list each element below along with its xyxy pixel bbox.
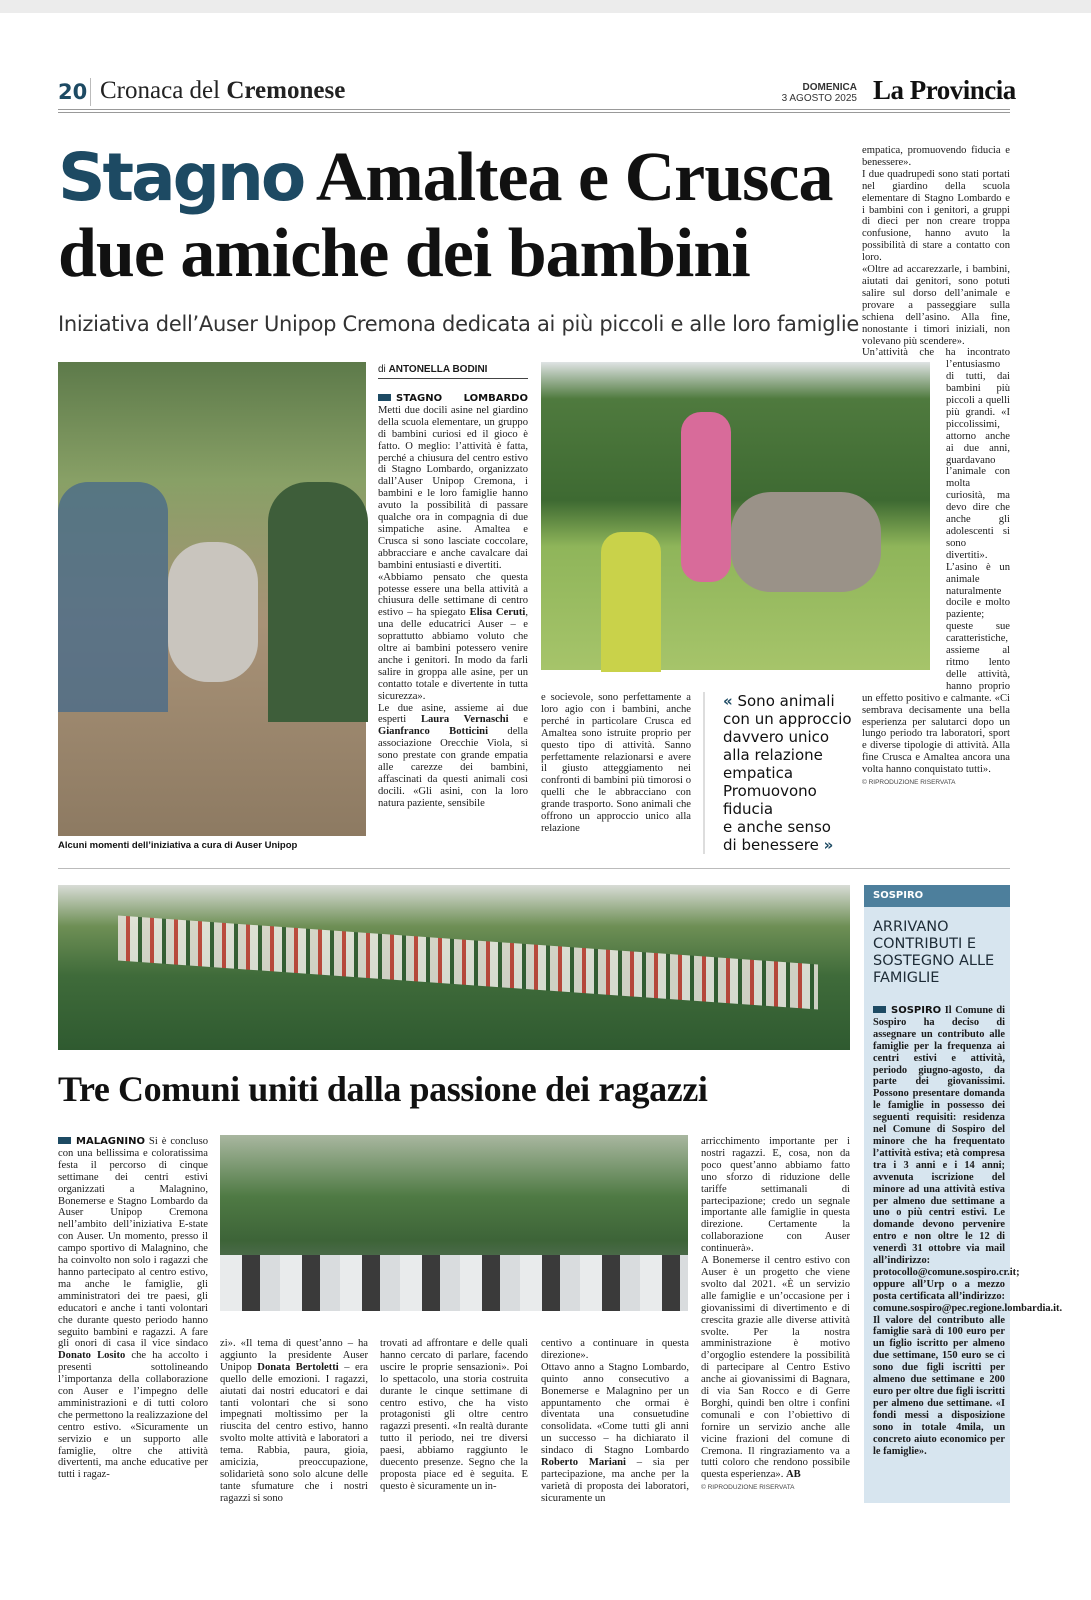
article-column-1	[378, 364, 528, 859]
dateline: SOSPIRO	[873, 1005, 941, 1016]
paragraph	[378, 703, 528, 810]
headline-2: Tre Comuni uniti dalla passione dei ragazzi	[58, 1069, 708, 1109]
paragraph	[862, 264, 1010, 347]
paragraph	[58, 1136, 208, 1481]
section-title-light: Cronaca del	[100, 77, 227, 104]
photo-children-on-field	[58, 885, 850, 1050]
name-highlight: Elisa Ceruti	[469, 607, 526, 619]
article-column-3	[862, 145, 1010, 857]
text: Un’attività che ha incontrato l’entusiasmo di tutti, dai bambini più piccoli a quelli più grandi. «I piccolissimi, attorno anche ai due anni, guardavano l’animale con molta curiosità, ma devo dire che anche gli adolescenti si sono divertiti».	[862, 347, 1010, 561]
article-text	[58, 1136, 208, 1481]
text: «Oltre ad accarezzarle, i bambini, aiutati dai genitori, sono potuti salire sul dorso dell’animale e provare a passeggiare sulla schiena dell’asino. Alla fine, nonostante i timori iniziali, non volevano più scendere».	[862, 264, 1010, 347]
text: Le due asine, assieme ai due esperti	[378, 702, 528, 726]
paragraph	[541, 1338, 689, 1362]
article-text	[380, 1338, 528, 1493]
name-highlight: Donata Bertoletti	[257, 1361, 339, 1373]
sidebar-text	[873, 1005, 1063, 1457]
text: trovati ad affrontare e delle quali hanno cercato di parlare, facendo uscire le proprie sensazioni». Poi lo spettacolo, una storia costruita durante le cinque settimane di centro estivo, che ha visto protagonisti gli oltre centro ragazzi presenti. «In realtà durante tutto il periodo, nei tre diversi paesi, abbiamo raggiunto le duecento presenze. Segno che la proposta piace ed è seguita. E questo è sicuramente un in-	[380, 1338, 528, 1492]
dateline: STAGNO LOMBARDO	[378, 393, 528, 404]
section-title	[100, 77, 345, 105]
text: «Abbiamo pensato che questa potesse essere una bella attività a chiusura delle settimane di centro estivo – ha spiegato	[378, 571, 528, 619]
text: Metti due docili asine nel giardino della scuola elementare, un gruppo di bambini curiosi ed il gioco è fatto. O meglio: l’attività è fatta, perché a chiusura del centro estivo di Stagno Lombardo, organizzato dall’Auser Unipop Cremona, i bambini e le loro famiglie hanno avuto la possibilità di passare qualche ora in compagnia di due simpatiche asine. Amaltea e Crusca si sono lasciate coccolare, abbracciare e anche cavalcare dai bambini entusiasti e divertiti.	[378, 404, 528, 571]
article2-column-5	[701, 1136, 850, 1508]
text: della associazione Orecchie Viola, si sono prestate con grande empatia alle carezze dei bambini, affascinati da questi animali così docili. «Gli asini, con la loro natura paziente, sensibile	[378, 726, 528, 809]
dateline: MALAGNINO	[58, 1136, 145, 1147]
text: e	[508, 714, 529, 726]
text: arricchimento importante per i nostri ragazzi. E, cosa, non da poco quest’anno abbiamo fatto uno sforzo di riduzione delle tariffe settimanali di partecipazione; credo un segnale importante alle famiglie in questa direzione. Certamente la collaborazione con Auser continuerà».	[701, 1136, 850, 1255]
name-highlight: Roberto Mariani	[541, 1457, 626, 1469]
paragraph	[862, 145, 1010, 169]
quote-line: fiducia	[723, 800, 774, 818]
quote-line: Sono animali	[737, 692, 835, 710]
text: e socievole, sono perfettamente a loro agio con i bambini, anche perché in particolare Crusca ed Amaltea sono istruite proprio per questo tipo di attività. Sanno perfettamente relazionarsi e avere il giusto atteggiamento nei confronti di bambini più timorosi o quelli che le abbracciano con grande trasporto. Sono animali che offrono un approccio unico alla relazione	[541, 692, 691, 834]
headline-line2: due amiche dei bambini	[58, 215, 750, 292]
quote-text	[723, 692, 852, 854]
quote-close-icon: »	[823, 836, 834, 854]
article-text	[220, 1338, 368, 1505]
article2-column-3	[380, 1338, 528, 1508]
quote-line: empatica	[723, 764, 794, 782]
copyright: © RIPRODUZIONE RISERVATA	[701, 1484, 795, 1492]
quote-line: e anche senso	[723, 818, 831, 836]
quote-line: davvero unico	[723, 728, 830, 746]
paragraph	[378, 572, 528, 703]
quote-line: di benessere	[723, 836, 819, 854]
photo-donkey-petting	[58, 362, 366, 836]
page-number: 20	[58, 80, 88, 104]
newspaper-logo: La Provincia	[873, 75, 1016, 105]
name-highlight: Laura Vernaschi	[420, 714, 509, 726]
paragraph	[541, 692, 691, 835]
headline	[58, 140, 858, 292]
text: Il Comune di Sospiro ha deciso di assegnare un contributo alle famiglie per la frequenza ai centri estivi e attività, periodo giugno-agosto, da parte dei giovanissimi. Possono presentare domanda le famiglie in possesso dei seguenti requisiti: residenza nel Comune di Sospiro del minore che ha frequentato l’attività estiva; età compresa tra i 3 anni e i 14 anni; avvenuta iscrizione del minore ad una attività estiva per almeno due settimane a uno o più centri estivi. Le domande devono pervenire entro e non oltre le 12 di venerdì 31 ottobre via mail all’indirizzo: protocollo@comune.sospiro.cr.it; oppure all’Urp o a mezzo posta certificata all’indirizzo: comune.sospiro@pec.regione.lombardia.it. Il valore del contributo alle famiglie sarà di 100 euro per un figlio iscritto per almeno due settimane, 150 euro se ci sono due figli iscritti per almeno due settimane e 200 euro per oltre due figli iscritti per almeno due settimane. «I fondi messi a disposizione sono in totale 4mila, un concreto aiuto economico per le famiglie».	[873, 1005, 1063, 1457]
sidebar-label: SOSPIRO	[864, 885, 1010, 907]
name-highlight: Donato Losito	[58, 1350, 126, 1362]
text: L’asino è un animale naturalmente docile e molto paziente; queste sue caratteristiche, assieme al ritmo lento delle attività, hanno proprio un effetto positivo e calmante. «Ci sembrava decisamente una bella esperienza per salutarci dopo un lungo periodo tra laboratori, sport e diverse tipologie di attività. Alla fine Crusca e Amaltea ancora una volta hanno conquistato tutti».	[862, 561, 1010, 776]
quote-line: con un approccio	[723, 710, 852, 728]
paragraph	[701, 1136, 850, 1255]
text: , una delle educatrici Auser – e soprattutto abbiamo voluto che oltre ai bambini potessero venire anche i genitori. In modo da farli salire in groppa alle asine, per un contatto totale e divertente in tutta sicurezza».	[378, 607, 528, 702]
quote-line: Promuovono	[723, 782, 817, 800]
text: Ottavo anno a Stagno Lombardo, quinto anno consecutivo a Bonemerse e Malagnino per un appuntamento che ormai è diventata una consuetudine consolidata. «Come tutti gli anni un successo – ha dichiarato il sindaco di Stagno Lombardo	[541, 1361, 689, 1457]
text: zi». «Il tema di quest’anno – ha aggiunto la presidente Auser Unipop	[220, 1338, 368, 1373]
sidebar-box	[864, 885, 1063, 1503]
headline-line1: Amaltea e Crusca	[303, 139, 833, 216]
text: – sia per partecipazione, ma anche per la varietà di proposta dei laboratori, sicuramente un	[541, 1457, 689, 1504]
article-divider	[58, 868, 1010, 869]
photo-show-audience	[220, 1135, 688, 1311]
text: empatica, promuovendo fiducia e benessere».	[862, 145, 1010, 168]
quote-line: alla relazione	[723, 746, 823, 764]
pull-quote	[703, 692, 853, 854]
article-text	[378, 393, 528, 810]
photo-caption: Alcuni momenti dell’iniziativa a cura di Auser Unipop	[58, 840, 298, 851]
page-top-margin	[0, 0, 1091, 13]
section-title-bold: Cremonese	[226, 77, 346, 104]
text: – era quello delle emozioni. I ragazzi, aiutati dai nostri educatori e dai tanti volontari che si sono impegnati moltissimo per la riuscita del centro estivo, hanno svolto molte attività e laboratori a tema. Rabbia, paura, gioia, amicizia, preoccupazione, solidarietà sono solo alcune delle tante sfumature che i nostri ragazzi si sono	[220, 1361, 368, 1504]
paragraph	[380, 1338, 528, 1493]
article-text	[541, 692, 691, 835]
header-rule	[58, 109, 1010, 113]
paragraph	[378, 393, 528, 572]
header-divider	[90, 78, 91, 106]
text: centivo a continuare in questa direzione».	[541, 1338, 689, 1361]
name-highlight: AB	[786, 1469, 801, 1481]
byline-author: ANTONELLA BODINI	[388, 364, 488, 375]
name-highlight: Gianfranco Botticini	[378, 726, 489, 738]
subtitle: Iniziativa dell’Auser Unipop Cremona dedicata ai più piccoli e alle loro famiglie	[58, 312, 860, 336]
text: A Bonemerse il centro estivo con Auser è un progetto che viene svolto dal 2021. «È un servizio alle famiglie e un’occasione per i giovanissimi di divertimento e di crescita grazie alle diverse attività svolte. Per la nostra amministrazione è motivo d’orgoglio estendere la possibilità di partecipare al Centro Estivo anche ai giovanissimi di Bagnara, di via San Rocco e di Gerre Borghi, quindi ben oltre i confini comunali e con l’obiettivo di fornire un servizio anche alle vicine frazioni del comune di Cremona. Il ringraziamento va a tutti coloro che rendono possibile questa esperienza».	[701, 1255, 850, 1481]
copyright: © RIPRODUZIONE RISERVATA	[862, 779, 956, 787]
paragraph	[862, 169, 1010, 264]
article2-column-1	[58, 1136, 208, 1508]
text: che ha accolto i presenti sottolineando l’importanza della collaborazione con Auser e l’impegno delle amministrazioni e di tutti coloro che permettono la realizzazione del centro estivo. «Sicuramente un servizio e un supporto alle famiglie, oltre che attività divertenti, ma anche educative per tutti i ragaz-	[58, 1350, 208, 1481]
quote-open-icon: «	[723, 692, 733, 710]
sidebar-title: ARRIVANO CONTRIBUTI E SOSTEGNO ALLE FAMIGLIE	[873, 919, 995, 986]
text: I due quadrupedi sono stati portati nel giardino della scuola elementare di Stagno Lombardo e i bambini con i genitori, a gruppi di dieci per non creare troppa confusione, hanno avuto la possibilità di stare a contatto con loro.	[862, 168, 1010, 264]
issue-day: DOMENICA	[802, 82, 857, 93]
article2-column-4	[541, 1338, 689, 1508]
article2-column-2	[220, 1338, 368, 1508]
text: Si è concluso con una bellissima e coloratissima festa il percorso di cinque settimane dei centri estivi organizzati a Malagnino, Bonemerse e Stagno Lombardo da Auser Unipop Cremona nell’ambito dell’iniziativa E-state con Auser. Un momento, presso il campo sportivo di Malagnino, che ha coinvolto non solo i ragazzi che hanno partecipato al centro estivo, ma anche le famiglie, gli amministratori dei tre paesi, gli educatori e anche i tanti volontari che durante questo periodo hanno seguito bambini e ragazzi. A fare gli onori di casa il vice sindaco	[58, 1136, 208, 1350]
issue-date-text: 3 AGOSTO 2025	[781, 93, 857, 104]
article-text	[541, 1338, 689, 1505]
byline-prefix: di	[378, 364, 389, 375]
paragraph	[873, 1005, 1063, 1457]
article-column-2	[541, 692, 691, 857]
issue-date	[760, 82, 857, 104]
paragraph	[220, 1338, 368, 1505]
headline-kicker: Stagno	[58, 139, 304, 216]
byline	[378, 364, 528, 379]
paragraph	[701, 1255, 850, 1481]
article-text	[701, 1136, 850, 1481]
paragraph	[541, 1362, 689, 1505]
